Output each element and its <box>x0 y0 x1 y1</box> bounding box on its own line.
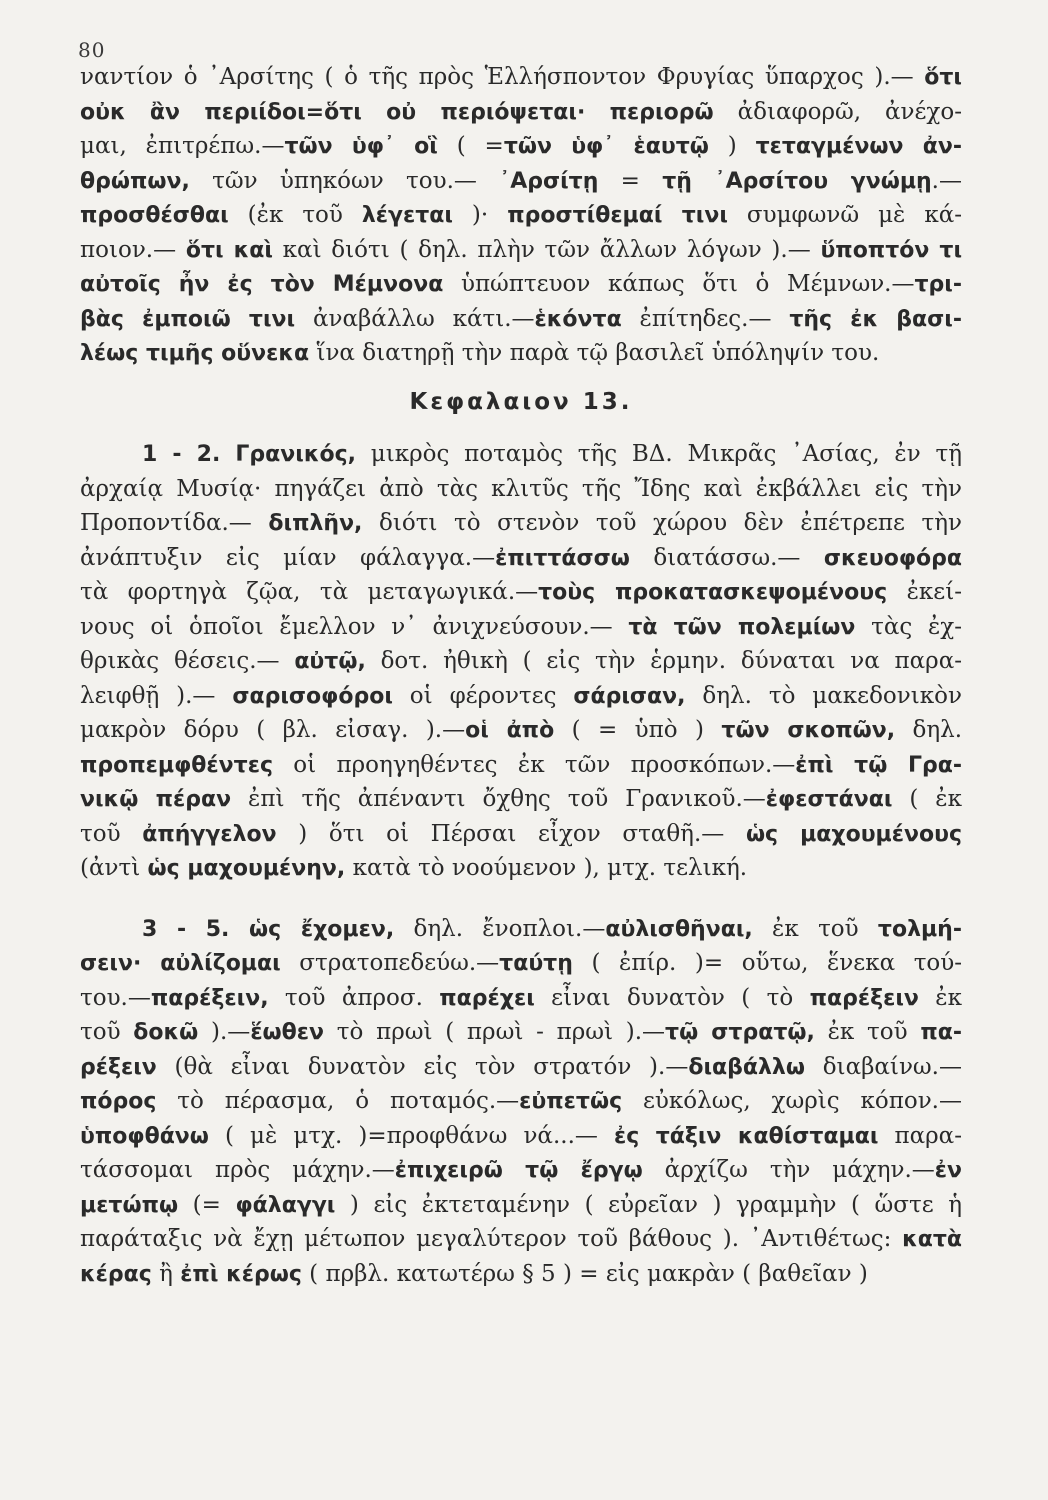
gloss: μικρὸς ποταμὸς τῆς ΒΔ. Μικρᾶς ᾿Ασίας, ἐν τῇ <box>356 441 962 467</box>
gloss: συμφωνῶ μὲ κά- <box>727 202 962 228</box>
text-line <box>80 198 962 233</box>
lemma: τῆς ἐκ βασι- <box>789 306 962 332</box>
gloss: δηλ. ἔνοπλοι.— <box>394 915 606 942</box>
gloss: ἐκ τοῦ <box>752 915 878 942</box>
gloss: δοτ. ἠθικὴ ( εἰς τὴν ἑρμην. δύναται να παρα- <box>365 648 962 674</box>
gloss: μακρὸν δόρυ ( βλ. εἰσαγ. ).— <box>80 717 466 743</box>
text-line <box>80 267 962 302</box>
text-line <box>80 1153 962 1188</box>
lemma: τῶν ὑφ᾿ ἑαυτῷ <box>503 134 709 159</box>
text-line <box>80 946 962 981</box>
gloss: εἶναι δυνατὸν ( τὸ <box>534 984 810 1011</box>
lemma: τεταγμένων ἀν- <box>755 134 962 159</box>
lemma: προπεμφθέντες <box>80 752 273 778</box>
lemma: θρώπων, <box>80 168 190 194</box>
chapter-heading: Κεφαλαιον 13. <box>409 388 633 415</box>
text-line <box>80 1084 962 1119</box>
text-line <box>80 302 962 337</box>
lemma: ἐς τάξιν καθίσταμαι <box>613 1123 879 1149</box>
gloss: ἐκ <box>918 984 962 1011</box>
commentary-text <box>80 60 962 1291</box>
gloss: .— <box>931 167 962 194</box>
lemma: ρέξειν <box>80 1054 157 1080</box>
text-line <box>80 437 962 472</box>
paragraph-intro <box>80 60 962 371</box>
lemma: ᾿Αρσίτῃ <box>499 168 599 194</box>
gloss: ἀνάπτυξιν εἰς μίαν φάλαγγα.— <box>80 544 496 571</box>
lemma: αὐτῷ, <box>294 649 366 674</box>
gloss: λειφθῇ ).— <box>80 682 233 709</box>
lemma: ἐφεστάναι <box>765 787 893 812</box>
lemma: τῇ ᾿Αρσίτου γνώμῃ <box>662 168 932 194</box>
lemma: νικῷ πέραν <box>80 787 232 812</box>
text-line <box>80 817 962 852</box>
text-line <box>80 912 962 947</box>
lemma: διπλῆν, <box>268 511 363 536</box>
gloss: (θὰ εἶναι δυνατὸν εἰς τὸν στρατόν ).— <box>156 1053 689 1080</box>
gloss: ἀδιαφορῶ, ἀνέχο- <box>713 98 962 125</box>
lemma: ἐν <box>934 1158 962 1183</box>
gloss: στρατοπεδεύω.— <box>280 950 500 976</box>
gloss: διαβαίνω.— <box>804 1053 962 1080</box>
gloss: ( ἐπίρ. )= οὕτω, ἕνεκα τού- <box>572 950 962 976</box>
gloss: τὰς ἐχ- <box>855 613 962 640</box>
lemma: σάρισαν, <box>573 683 686 709</box>
lemma: 1 - 2. Γρανικός, <box>142 442 356 467</box>
lemma: βὰς ἐμποιῶ τινι <box>80 306 296 332</box>
text-line <box>80 506 962 541</box>
paragraph-sections-3-5 <box>80 912 962 1292</box>
gloss: θρικὰς θέσεις.— <box>80 648 295 674</box>
paragraph-gap <box>80 886 962 912</box>
lemma: λέγεται <box>361 203 453 228</box>
gloss: οἱ προηγηθέντες ἐκ τῶν προσκόπων.— <box>272 751 796 778</box>
lemma: ταύτῃ <box>499 951 573 976</box>
lemma: παρέξειν <box>809 985 919 1011</box>
text-line <box>80 233 962 268</box>
gloss: (ἀντὶ <box>80 855 148 881</box>
lemma: προσθέσθαι <box>80 203 229 228</box>
gloss: οἱ φέροντες <box>392 682 574 709</box>
lemma: πα- <box>920 1020 962 1045</box>
gloss: τοῦ <box>80 1019 134 1045</box>
lemma: παρέχει <box>439 985 535 1011</box>
gloss: τὸ πέρασμα, ὁ ποταμός.— <box>156 1088 520 1114</box>
lemma: ἐπὶ τῷ Γρα- <box>795 752 962 778</box>
lemma: ὑποφθάνω <box>80 1123 209 1149</box>
paragraph-sections-1-2 <box>80 437 962 886</box>
lemma: τρι- <box>914 272 962 297</box>
gloss: ναντίον ὁ ᾿Αρσίτης ( ὁ τῆς πρὸς Ἑλλήσποντον Φρυγίας ὕπαρχος ).— <box>80 64 925 90</box>
gloss: ) εἰς ἐκτεταμένην ( εὐρεῖαν ) γραμμὴν ( ὥστε ἡ <box>335 1191 962 1218</box>
lemma: ὡς μαχουμένους <box>745 821 962 847</box>
gloss: ( = <box>437 133 504 159</box>
lemma: ἑκόντα <box>534 306 622 332</box>
gloss: ἐπίτηδες.— <box>621 305 790 332</box>
text-line <box>80 1050 962 1085</box>
text-line <box>80 541 962 576</box>
gloss: τῶν ὑπηκόων του.— <box>189 167 500 194</box>
gloss: ( μὲ μτχ. )=προφθάνω νά...— <box>208 1122 614 1149</box>
lemma: οἱ ἀπὸ <box>465 718 555 743</box>
gloss: τὰ φορτηγὰ ζῷα, τὰ μεταγωγικά.— <box>80 579 539 605</box>
lemma: φάλαγγι <box>235 1192 336 1218</box>
lemma: ἐπὶ κέρως <box>180 1261 302 1287</box>
lemma: ὡς μαχουμένην, <box>147 856 346 881</box>
lemma: κέρας <box>80 1261 152 1287</box>
lemma: αὐτοῖς ἦν ἐς τὸν Μέμνονα <box>80 272 444 297</box>
gloss: δηλ. <box>895 717 962 743</box>
lemma: ὅτι καὶ <box>185 237 273 263</box>
gloss: τάσσομαι πρὸς μάχην.— <box>80 1157 395 1183</box>
gloss: ἐκεί- <box>887 579 962 605</box>
gloss: ) ὅτι οἱ Πέρσαι εἶχον σταθῆ.— <box>276 820 746 847</box>
text-line <box>80 336 962 371</box>
lemma: τῶν σκοπῶν, <box>721 718 896 743</box>
gloss: Προποντίδα.— <box>80 510 269 536</box>
text-line <box>80 1188 962 1223</box>
gloss: τοῦ <box>80 820 143 847</box>
lemma: ἕωθεν <box>250 1020 325 1045</box>
gloss: εὐκόλως, χωρὶς κόπον.— <box>622 1088 962 1114</box>
lemma: πόρος <box>80 1089 157 1114</box>
lemma: εὐπετῶς <box>519 1089 623 1114</box>
lemma: ὕποπτόν τι <box>820 237 962 263</box>
gloss: παρα- <box>878 1122 962 1149</box>
lemma: τολμή- <box>877 916 962 942</box>
gloss: ( = ὑπὸ ) <box>554 717 722 743</box>
text-line <box>80 610 962 645</box>
lemma: μετώπῳ <box>80 1192 179 1218</box>
lemma: σαρισοφόροι <box>232 683 393 709</box>
text-line <box>80 782 962 817</box>
text-line <box>80 472 962 507</box>
lemma: 3 - 5. ὡς ἔχομεν, <box>142 916 395 942</box>
text-line <box>80 575 962 610</box>
lemma: κατὰ <box>902 1227 962 1252</box>
gloss: μαι, ἐπιτρέπω.— <box>80 133 285 159</box>
text-line <box>80 1015 962 1050</box>
text-line <box>80 713 962 748</box>
lemma: ἐπιχειρῶ τῷ ἔργῳ <box>394 1158 643 1183</box>
gloss: καὶ διότι ( δηλ. πλὴν τῶν ἄλλων λόγων ).— <box>272 236 821 263</box>
gloss: διατάσσω.— <box>629 544 824 571</box>
lemma: τῶν ὑφ᾿ οἳ <box>284 134 438 159</box>
text-line <box>80 1119 962 1154</box>
gloss: ).— <box>198 1019 251 1045</box>
lemma: οὐκ ἂν περιίδοι=ὅτι οὐ περιόψεται· περιορῶ <box>80 99 714 125</box>
lemma: παρέξειν, <box>150 985 269 1011</box>
lemma: ἐπιττάσσω <box>495 545 630 571</box>
gloss: ἵνα διατηρῇ τὴν παρὰ τῷ βασιλεῖ ὑπόληψίν του. <box>309 340 880 366</box>
text-line <box>80 679 962 714</box>
lemma: διαβάλλω <box>688 1054 805 1080</box>
lemma: ὅτι <box>924 65 962 90</box>
gloss: του.— <box>80 984 151 1011</box>
gloss: )· <box>452 202 508 228</box>
lemma: ἀπήγγελον <box>142 821 277 847</box>
gloss: = <box>598 167 663 194</box>
gloss: κατὰ τὸ νοούμενον ), μτχ. τελική. <box>345 855 748 881</box>
gloss: (= <box>178 1191 236 1218</box>
gloss: ἀναβάλλω κάτι.— <box>295 305 535 332</box>
gloss: ( ἐκ <box>892 786 962 812</box>
gloss: διότι τὸ στενὸν τοῦ χώρου δὲν ἐπέτρεπε τὴν <box>362 510 962 536</box>
gloss: ) <box>708 133 756 159</box>
gloss: ποιον.— <box>80 236 186 263</box>
lemma: προστίθεμαί τινι <box>507 203 728 228</box>
lemma: τῷ στρατῷ, <box>665 1020 815 1045</box>
gloss: ἀρχαίᾳ Μυσίᾳ· πηγάζει ἀπὸ τὰς κλιτῦς τῆς Ἴδης καὶ ἐκβάλλει εἰς τὴν <box>80 475 962 502</box>
text-line <box>80 1257 962 1292</box>
gloss: ἐκ τοῦ <box>814 1019 921 1045</box>
text-line <box>80 981 962 1016</box>
text-line <box>80 129 962 164</box>
text-line <box>80 95 962 130</box>
text-line <box>80 1222 962 1257</box>
lemma: δοκῶ <box>133 1020 199 1045</box>
lemma: σκευοφόρα <box>823 545 962 571</box>
gloss: ( πρβλ. κατωτέρω § 5 ) = εἰς μακρὰν ( βαθεῖαν ) <box>301 1260 868 1287</box>
gloss: ὑπώπτευον κάπως ὅτι ὁ Μέμνων.— <box>443 271 915 297</box>
gloss: ἀρχίζω τὴν μάχην.— <box>642 1157 935 1183</box>
gloss: ἢ <box>151 1260 181 1287</box>
lemma: αὐλισθῆναι, <box>605 916 753 942</box>
text-line <box>80 748 962 783</box>
gloss: παράταξις νὰ ἔχῃ μέτωπον μεγαλύτερον τοῦ βάθους ). ᾿Αντιθέτως: <box>80 1226 903 1252</box>
gloss: τὸ πρωὶ ( πρωὶ - πρωὶ ).— <box>324 1019 666 1045</box>
gloss: (ἐκ τοῦ <box>228 202 362 228</box>
lemma: λέως τιμῆς οὕνεκα <box>80 341 310 366</box>
text-line <box>80 164 962 199</box>
gloss: νους οἱ ὁποῖοι ἔμελλον ν᾿ ἀνιχνεύσουν.— <box>80 613 629 640</box>
gloss: δηλ. τὸ μακεδονικὸν <box>685 682 962 709</box>
page-number: 80 <box>78 38 106 62</box>
text-line <box>80 644 962 679</box>
lemma: τοὺς προκατασκεψομένους <box>538 580 888 605</box>
lemma: σειν· αὐλίζομαι <box>80 951 281 976</box>
gloss: τοῦ ἀπροσ. <box>268 984 440 1011</box>
text-line <box>80 60 962 95</box>
lemma: τὰ τῶν πολεμίων <box>628 614 856 640</box>
gloss: ἐπὶ τῆς ἀπέναντι ὄχθης τοῦ Γρανικοῦ.— <box>231 786 766 812</box>
text-line <box>80 851 962 886</box>
